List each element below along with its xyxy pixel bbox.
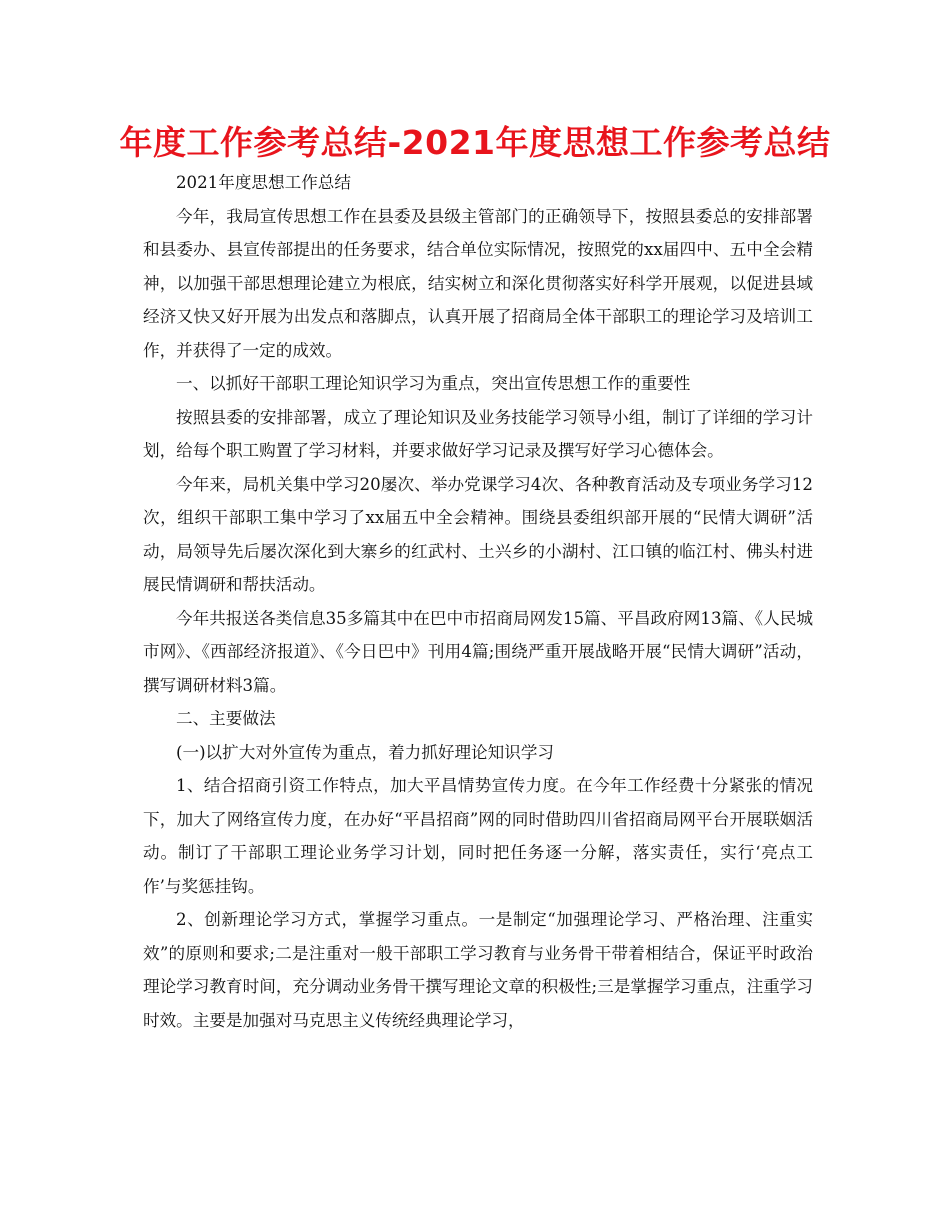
section-heading-1: 一、以抓好干部职工理论知识学习为重点，突出宣传思想工作的重要性 xyxy=(176,374,691,393)
section-heading-2: 二、主要做法 xyxy=(176,709,276,728)
document-body xyxy=(143,166,813,1037)
paragraph-item-2: 2、创新理论学习方式，掌握学习重点。一是制定“加强理论学习、严格治理、注重实效”的原则和要求;二是注重对一般干部职工学习教育与业务骨干带着相结合，保证平时政治理论学习教育时间，充分调动业务骨干撰写理论文章的积极性;三是掌握学习重点，注重学习时效。主要是加强对马克思主义传统经典理论学习， xyxy=(143,910,813,1030)
document-title: 年度工作参考总结-2021年度思想工作参考总结 xyxy=(119,123,831,162)
paragraph-study-plan: 按照县委的安排部署，成立了理论知识及业务技能学习领导小组，制订了详细的学习计划，给每个职工购置了学习材料，并要求做好学习记录及撰写好学习心德体会。 xyxy=(143,407,813,460)
paragraph-intro: 今年，我局宣传思想工作在县委及县级主管部门的正确领导下，按照县委总的安排部署和县委办、县宣传部提出的任务要求，结合单位实际情况，按照党的xx届四中、五中全会精神，以加强干部思想理论建立为根底，结实树立和深化贯彻落实好科学开展观，以促进县域经济又快又好开展为出发点和落脚点，认真开展了招商局全体干部职工的理论学习及培训工作，并获得了一定的成效。 xyxy=(143,206,813,360)
paragraph-study-activities: 今年来，局机关集中学习20屡次、举办党课学习4次、各种教育活动及专项业务学习12次，组织干部职工集中学习了xx届五中全会精神。围绕县委组织部开展的“民情大调研”活动，局领导先后屡次深化到大寨乡的红武村、土兴乡的小湖村、江口镇的临江村、佛头村进展民情调研和帮扶活动。 xyxy=(143,474,813,594)
document-subtitle: 2021年度思想工作总结 xyxy=(176,173,351,192)
subsection-heading-1: (一)以扩大对外宣传为重点，着力抓好理论知识学习 xyxy=(176,742,555,762)
paragraph-item-1: 1、结合招商引资工作特点，加大平昌情势宣传力度。在今年工作经费十分紧张的情况下，加大了网络宣传力度，在办好“平昌招商”网的同时借助四川省招商局网平台开展联姻活动。制订了干部职工理论业务学习计划，同时把任务逐一分解，落实责任，实行‘亮点工作’与奖惩挂钩。 xyxy=(143,776,813,896)
paragraph-information-reports: 今年共报送各类信息35多篇其中在巴中市招商局网发15篇、平昌政府网13篇、《人民城市网》、《西部经济报道》、《今日巴中》刊用4篇;围绕严重开展战略开展“民情大调研”活动，撰写调研材料3篇。 xyxy=(143,608,813,695)
